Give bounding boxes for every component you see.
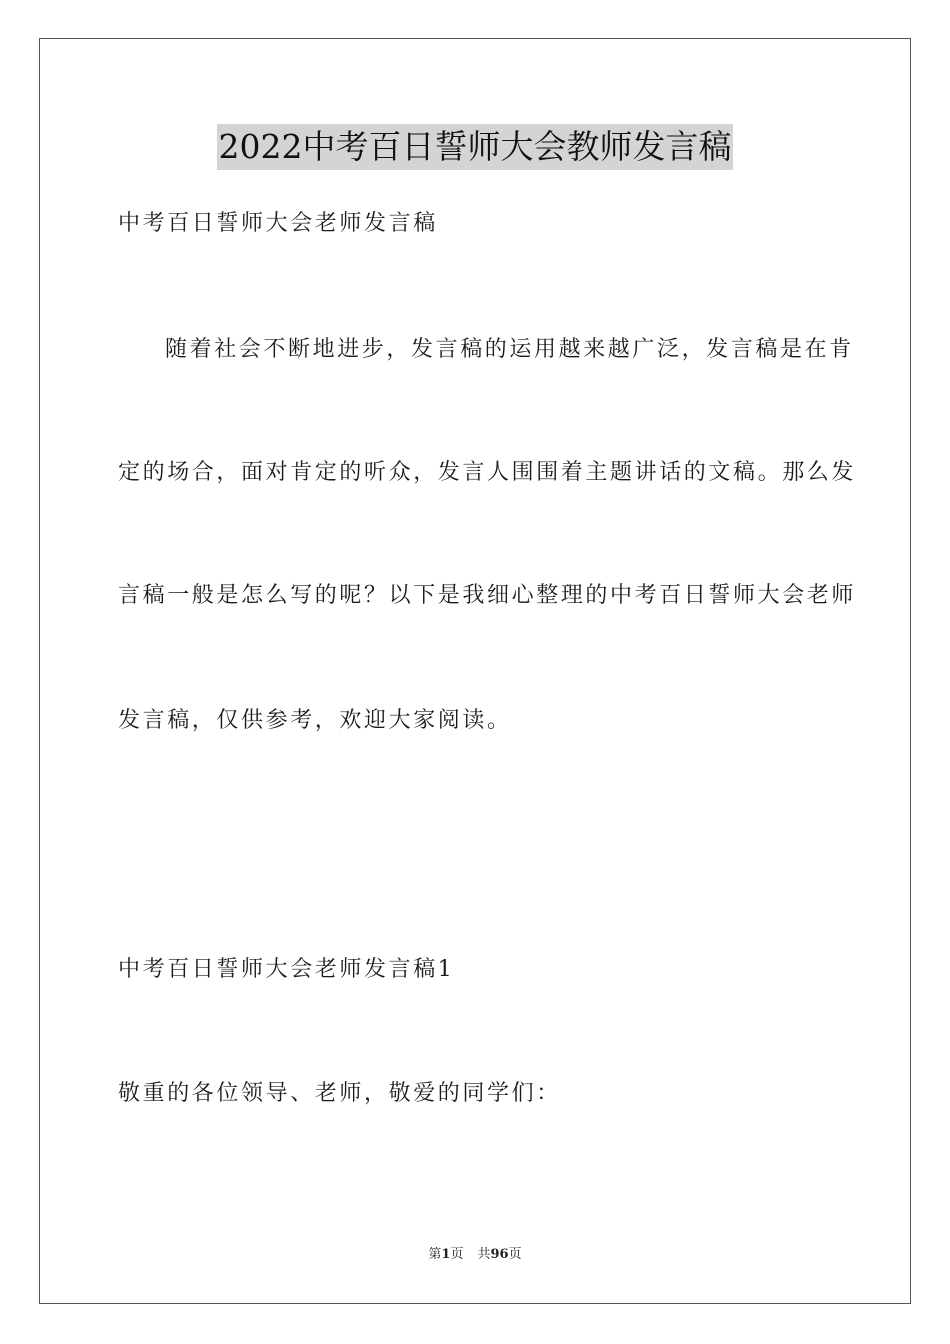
section-heading: 中考百日誓师大会老师发言稿1 <box>118 957 455 982</box>
page-footer <box>0 1246 950 1264</box>
intro-line-2: 定的场合，面对肯定的听众，发言人围围着主题讲话的文稿。那么发 <box>118 460 857 485</box>
page-prefix: 第 <box>428 1247 442 1262</box>
intro-line-4: 发言稿，仅供参考，欢迎大家阅读。 <box>118 708 512 733</box>
document-subtitle: 中考百日誓师大会老师发言稿 <box>118 211 438 236</box>
document-title: 2022中考百日誓师大会教师发言稿 <box>217 124 734 170</box>
greeting-line: 敬重的各位领导、老师，敬爱的同学们： <box>118 1081 561 1106</box>
title-container <box>0 124 950 170</box>
total-suffix: 页 <box>508 1247 522 1262</box>
total-pages-number: 96 <box>490 1247 509 1262</box>
page-suffix: 页 <box>450 1247 464 1262</box>
intro-line-3: 言稿一般是怎么写的呢？以下是我细心整理的中考百日誓师大会老师 <box>118 583 857 608</box>
current-page-number: 1 <box>441 1247 451 1262</box>
total-prefix: 共 <box>477 1247 491 1262</box>
intro-line-1: 随着社会不断地进步，发言稿的运用越来越广泛，发言稿是在肯 <box>165 337 854 362</box>
